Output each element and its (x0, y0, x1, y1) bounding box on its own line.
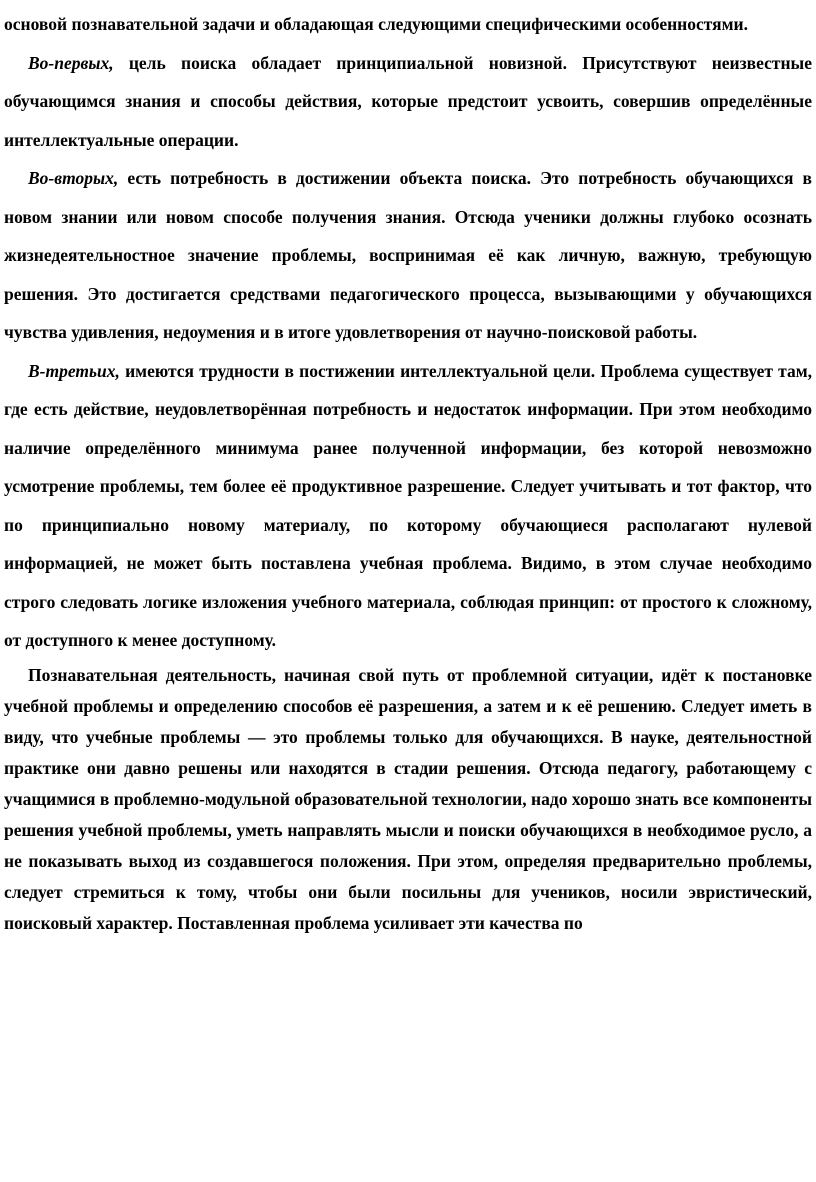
paragraph-first (4, 44, 812, 160)
paragraph-lead: Во-вторых, (28, 168, 119, 188)
paragraph-lead: Во-первых, (28, 52, 114, 73)
paragraph-intro (4, 5, 812, 44)
paragraph-second (4, 159, 812, 352)
text-block-upper (4, 5, 812, 660)
paragraph-text: имеются трудности в постижении интеллектуальной цели. Проблема существует там, где есть действие, неудовлетворённая потребность и недостаток информации. При этом необходимо наличие определённого минимума ранее полученной информации, без которой невозможно усмотрение проблемы, тем более её продуктивное разрешение. Следует учитывать и тот фактор, что по принципиально новому материалу, по которому обучающиеся располагают нулевой информацией, не может быть поставлена учебная проблема. Видимо, в этом случае необходимо строго следовать логике изложения учебного материала, соблюдая принцип: от простого к сложному, от доступного к менее доступному. (4, 360, 812, 650)
paragraph-text: есть потребность в достижении объекта поиска. Это потребность обучающихся в новом знании или новом способе получения знания. Отсюда ученики должны глубоко осознать жизнедеятельностное значение проблемы, воспринимая её как личную, важную, требующую решения. Это достигается средствами педагогического процесса, вызывающими у обучающихся чувства удивления, недоумения и в итоге удовлетворения от научно-поисковой работы. (4, 168, 812, 342)
paragraph-third (4, 352, 812, 660)
paragraph-cognitive-activity (4, 660, 812, 939)
text-block-lower (4, 660, 812, 939)
paragraph-lead: В-третьих, (28, 360, 120, 381)
paragraph-text: основой познавательной задачи и обладающая следующими специфическими особенностями. (4, 14, 748, 34)
paragraph-text: цель поиска обладает принципиальной новизной. Присутствуют неизвестные обучающимся знания и способы действия, которые предстоит усвоить, совершив определённые интеллектуальные операции. (4, 52, 812, 150)
paragraph-text: Познавательная деятельность, начиная свой путь от проблемной ситуации, идёт к постановке учебной проблемы и определению способов её разрешения, а затем и к её решению. Следует иметь в виду, что учебные проблемы — это проблемы только для обучающихся. В науке, деятельностной практике они давно решены или находятся в стадии решения. Отсюда педагогу, работающему с учащимися в проблемно-модульной образовательной технологии, надо хорошо знать все компоненты решения учебной проблемы, уметь направлять мысли и поиски обучающихся в необходимое русло, а не показывать выход из создавшегося положения. При этом, определяя предварительно проблемы, следует стремиться к тому, чтобы они были посильны для учеников, носили эвристический, поисковый характер. Поставленная проблема усиливает эти качества по (4, 664, 812, 933)
